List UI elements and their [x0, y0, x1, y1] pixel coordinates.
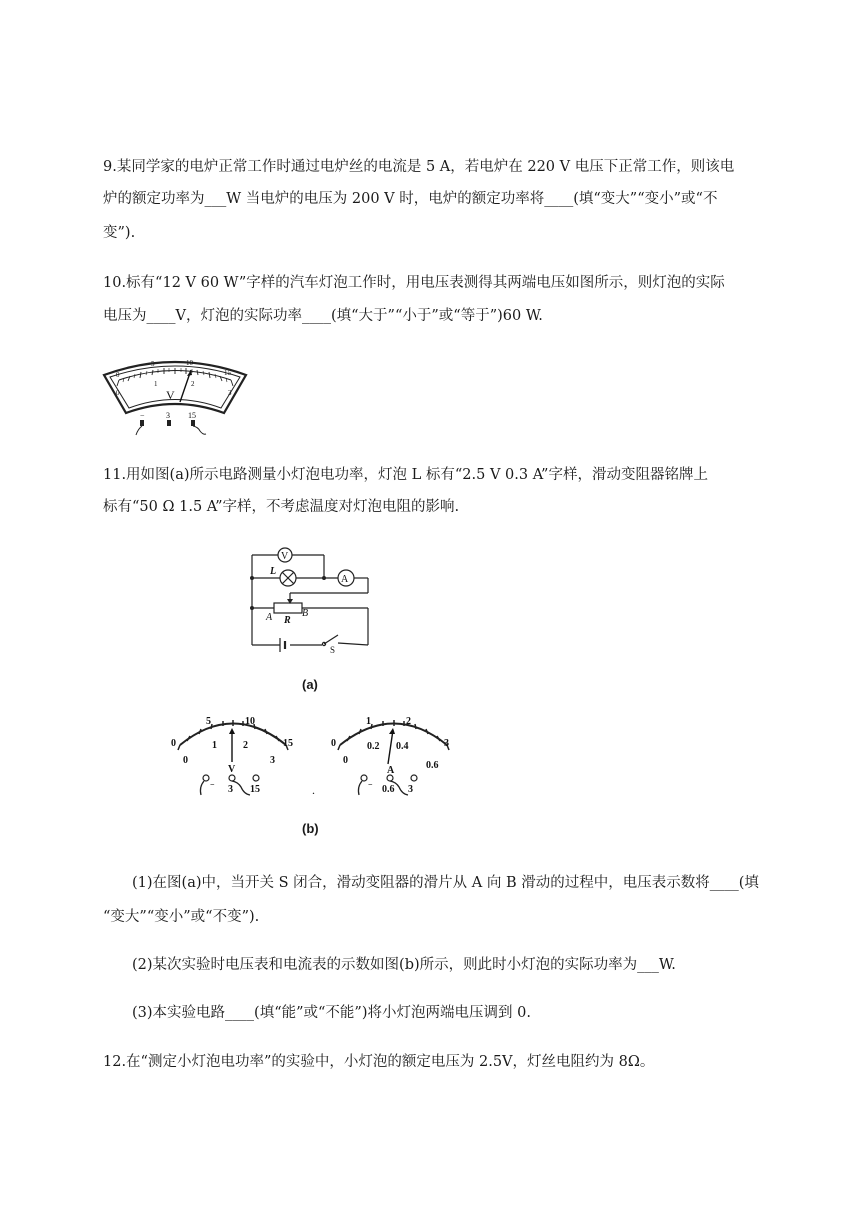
circuit-end-b-label: B	[302, 608, 309, 619]
ammeter-b-lower-tick-04: 0.4	[396, 741, 409, 752]
q10-meter-upper-tick-15: 15	[224, 369, 231, 377]
circuit-rheostat-label: R	[284, 615, 291, 626]
voltmeter-b	[171, 716, 293, 795]
circuit-switch-label: S	[330, 645, 336, 655]
voltmeter-b-upper-tick-0: 0	[171, 738, 176, 749]
voltmeter-b-terminal-minus: −	[210, 780, 215, 789]
ammeter-b-lower-tick-0: 0	[343, 755, 348, 766]
voltmeter-b-terminal-3: 3	[228, 784, 233, 795]
q9-line-2: 炉的额定功率为___W 当电炉的电压为 200 V 时，电炉的额定功率将____(填“变大”“变小”或“不	[103, 191, 718, 207]
q10-line-2: 电压为____V，灯泡的实际功率____(填“大于”“小于”或“等于”)60 W.	[103, 308, 543, 324]
voltmeter-b-upper-tick-15: 15	[283, 738, 293, 749]
ammeter-b-lower-tick-02: 0.2	[367, 741, 380, 752]
figure-b-caption: (b)	[302, 821, 319, 836]
voltmeter-b-lower-tick-3: 3	[270, 755, 275, 766]
ammeter-b-upper-tick-0: 0	[331, 738, 336, 749]
q10-terminal-3: 3	[166, 411, 170, 420]
q10-terminal-15: 15	[188, 411, 196, 420]
ammeter-b-upper-tick-2: 2	[406, 716, 411, 727]
q11-line-1: 11.用如图(a)所示电路测量小灯泡电功率，灯泡 L 标有“2.5 V 0.3 A”字样，滑动变阻器铭牌上	[103, 467, 708, 483]
ammeter-b-unit: A	[387, 765, 395, 776]
q10-meter-upper-tick-0: 0	[116, 371, 120, 379]
q11-sub2: (2)某次实验时电压表和电流表的示数如图(b)所示，则此时小灯泡的实际功率为___W.	[132, 957, 676, 973]
q11-sub1-line-2: “变大”“变小”或“不变”).	[103, 909, 260, 925]
meters-figure-b	[168, 712, 468, 800]
q10-meter-lower-tick-0: 0	[116, 389, 120, 397]
q10-meter-lower-tick-1: 1	[154, 380, 158, 388]
ammeter-b-terminal-3: 3	[408, 784, 413, 795]
circuit-lamp-label: L	[270, 566, 277, 577]
ammeter-b-lower-tick-06: 0.6	[426, 760, 439, 771]
meters-separator: .	[312, 783, 315, 797]
q10-line-1: 10.标有“12 V 60 W”字样的汽车灯泡工作时，用电压表测得其两端电压如图所示，则灯泡的实际	[103, 275, 725, 291]
voltmeter-b-upper-tick-10: 10	[245, 716, 255, 727]
q10-meter-upper-tick-5: 5	[151, 360, 155, 368]
q9-line-1: 9.某同学家的电炉正常工作时通过电炉丝的电流是 5 A，若电炉在 220 V 电压下正常工作，则该电	[103, 159, 735, 175]
q12-line-1: 12.在“测定小灯泡电功率”的实验中，小灯泡的额定电压为 2.5V，灯丝电阻约为 8Ω。	[103, 1054, 655, 1070]
ammeter-b-upper-tick-1: 1	[366, 716, 371, 727]
q10-meter-lower-tick-2: 2	[191, 380, 195, 388]
q10-meter-upper-tick-10: 10	[186, 359, 193, 367]
circuit-diagram-a	[244, 543, 374, 655]
ammeter-b-upper-tick-3: 3	[444, 738, 449, 749]
ammeter-b-pointer	[388, 730, 393, 764]
circuit-end-a-label: A	[266, 612, 273, 623]
voltmeter-b-terminal-15: 15	[250, 784, 260, 795]
voltmeter-b-lower-tick-0: 0	[183, 755, 188, 766]
voltmeter-b-upper-tick-5: 5	[206, 716, 211, 727]
voltmeter-b-lower-tick-2: 2	[243, 740, 248, 751]
voltmeter-b-lower-tick-1: 1	[212, 740, 217, 751]
ammeter-b	[331, 716, 449, 795]
voltmeter-b-unit: V	[228, 764, 236, 775]
ammeter-b-terminal-minus: −	[368, 780, 373, 789]
q10-meter-lower-tick-3: 3	[228, 389, 232, 397]
q9-line-3: 变”).	[103, 225, 136, 241]
ammeter-b-terminal-06: 0.6	[382, 784, 395, 795]
q10-terminal-minus: −	[140, 411, 145, 420]
q11-line-2: 标有“50 Ω 1.5 A”字样，不考虑温度对灯泡电阻的影响.	[103, 499, 460, 515]
q10-meter-unit: V	[166, 388, 175, 402]
q11-sub1-line-1: (1)在图(a)中，当开关 S 闭合，滑动变阻器的滑片从 A 向 B 滑动的过程中，电压表示数将____(填	[132, 875, 759, 891]
circuit-ammeter-label: A	[341, 574, 349, 585]
q10-voltmeter-figure	[100, 355, 250, 437]
q11-sub3: (3)本实验电路____(填“能”或“不能”)将小灯泡两端电压调到 0.	[132, 1005, 531, 1021]
figure-a-caption: (a)	[302, 677, 318, 692]
circuit-voltmeter-label: V	[281, 551, 289, 562]
